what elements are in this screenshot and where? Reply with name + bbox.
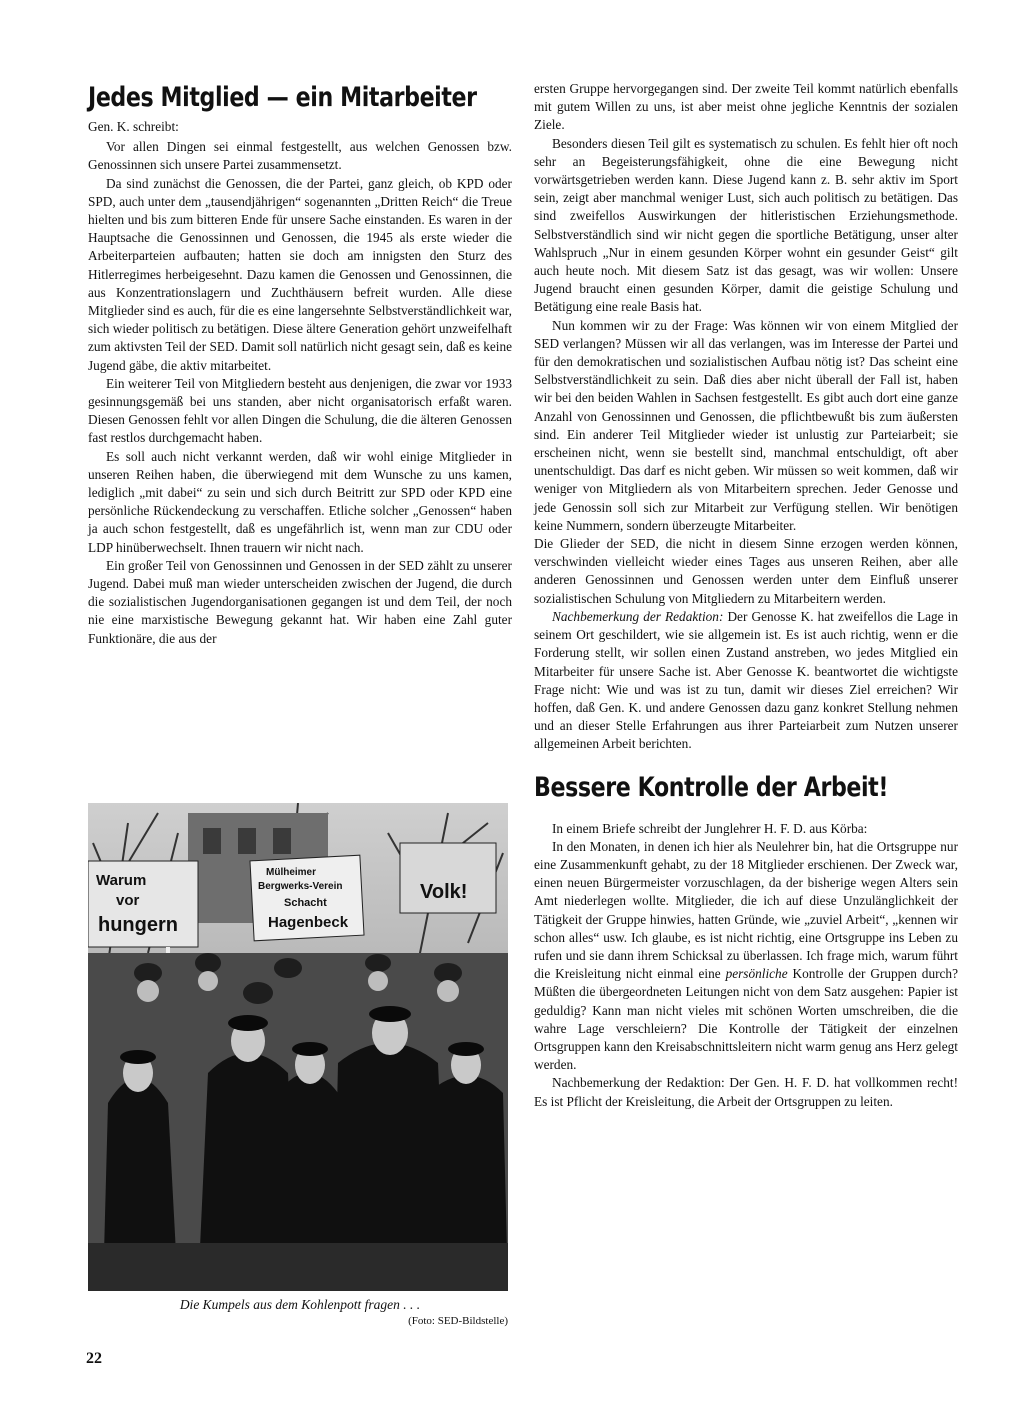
paragraph: In einem Briefe schreibt der Junglehrer H. F. D. aus Körba: (552, 820, 868, 836)
news-photo (88, 803, 508, 1291)
sign-text: Volk! (420, 881, 468, 903)
paragraph: Ein großer Teil von Genossinnen und Genossen in der SED zählt zu unserer Jugend. Dabei muß man wieder unterscheiden zwischen der Jugend, die durch die sozialistischen Jugendorganisationen gegangen ist und dem Teil, der noch nie eine marxistische Bewegung gekannt hat. Wir haben eine Zahl guter Funktionäre, die aus der (88, 557, 512, 646)
sign-text: vor (116, 892, 140, 909)
text-run: In den Monaten, in denen ich hier als Neulehrer bin, hat die Ortsgruppe nur eine Zusammenkunft gehabt, zu der 18 Mitglieder erschienen. Der Zweck war, einen neuen Bürgermeister vorzuschlagen, da der bisherige wegen Alters sein Amt niederlegen wollte. Mitglieder, die ich auf diese Unzulänglichkeit der Tätigkeit der Gruppe hinwies, hatten Gründe, wie „zuviel Arbeit“, „kennen wir schon alles“ usw. Ich glaube, es ist nicht richtig, eine Ortsgruppe ins Leben zu rufen und sie dann ihrem Schicksal zu überlassen. Ich frage mich, warum führt die Kreisleitung nicht einmal eine (534, 838, 958, 982)
photo-illustration (88, 803, 508, 1291)
paragraph: Nun kommen wir zu der Frage: Was können wir von einem Mitglied der SED verlangen? Müssen wir all das verlangen, was im Interesse der Partei und für den demokratischen und sozialistischen Aufbau nötig ist? Das scheint eine Selbstverständlichkeit zu sein. Daß dies aber nicht überall der Fall ist, haben wir bei den beiden Wahlen in Sachsen festgestellt. Es gibt auch dort eine ganze Anzahl von Genossinnen und Genossen, die pflichtbewußt bis zum äußersten sind. Ein anderer Teil Mitglieder wieder ist unlustig zur Parteiarbeit; sie erscheinen nicht, wenn sie bestellt sind, manchmal entschuldigt, oft aber unentschuldigt. Das darf es nicht geben. Wir müssen so weit kommen, daß wir weniger von Mitgliedern als von Mitarbeitern sprechen. Jeder Genosse und jede Genossin soll sich zur Mitarbeit zur Verfügung stellen. Wir benötigen keine Nummern, sondern überzeugte Mitarbeiter. (534, 317, 958, 533)
paragraph: Da sind zunächst die Genossen, die der Partei, ganz gleich, ob KPD oder SPD, auch unter dem „tausendjährigen“ sogenannten „Dritten Reich“ die Treue hielten und bis zum bitteren Ende für unsere Sache einstanden. Es waren in der Hauptsache die Genossinnen und Genossen, die 1945 als erste wieder die Arbeiterparteien aufbauten; hatten sie doch am innigsten den Sturz des Hitlerregimes herbeigesehnt. Dazu kamen die Genossen und Genossinnen, die aus Konzentrationslagern und Zuchthäusern befreit wurden. Alle diese Mitglieder sind es auch, für die es eine langersehnte Selbstverständlichkeit war, sich wieder politisch zu betätigen. Diese ältere Generation gehört unzweifelhaft zum aktivsten Teil der SED. Damit soll natürlich nicht gesagt sein, daß es keine Jugend gäbe, die aktiv mitarbeitet. (88, 175, 512, 373)
emphasis: persönliche (725, 966, 788, 982)
left-column (88, 78, 512, 648)
sign-text: Warum (96, 872, 147, 889)
paragraph: Es soll auch nicht verkannt werden, daß wir wohl einige Mitglieder in unseren Reihen haben, die überwiegend mit dem Wunsche zu uns kamen, lediglich „mit dabei“ zu sein und sich durch Beitritt zur SPD oder KPD eine persönliche Rückendeckung zu verschaffen. Etliche solcher „Genossen“ haben ja auch schon festgestellt, daß es ungefährlich ist, wenn man zur CDU oder LDP hinüberwechselt. Ihnen trauern wir nicht nach. (88, 448, 512, 555)
right-column (534, 80, 958, 1111)
note-text: Der Genosse K. hat zweifellos die Lage in seinem Ort geschildert, wie sie allgemein ist. Es ist auch richtig, wenn er die Forderung stellt, wir sollen einen Zustand anstreben, wo jedes Mitglied ein Mitarbeiter für unsere Sache ist. Aber Genosse K. beantwortet die wichtigste Frage nicht: Wie und was ist zu tun, damit wir dieses Ziel erreichen? Wir hoffen, daß Gen. K. und andere Genossen dazu ganz konkret Stellung nehmen und an dieser Stelle Erfahrungen aus ihrer Parteiarbeit zum Nutzen unserer allgemeinen Arbeit berichten. (534, 608, 958, 752)
article-byline: Gen. K. schreibt: (88, 119, 179, 134)
editorial-note (534, 608, 958, 754)
paragraph: ersten Gruppe hervorgegangen sind. Der zweite Teil kommt natürlich ebenfalls mit gutem Willen zu uns, ist aber meist ohne jegliche Kenntnis der sozialen Ziele. (534, 81, 958, 133)
paragraph: Besonders diesen Teil gilt es systematisch zu schulen. Es fehlt hier oft noch sehr an Begeisterungsfähigkeit, ohne die eine Bewegung nicht vorwärtsgetrieben werden kann. Diese Jugend kann z. B. sehr aktiv im Sport sein, zeigt aber manchmal weniger Lust, sich auch politisch zu betätigen. Das sind zweifellos Auswirkungen der hitleristischen Erziehungsmethode. Selbstverständlich sind wir nicht gegen die sportliche Betätigung, unser alter Wahlspruch „Nur in einem gesunden Körper wohnt ein gesunder Geist“ gilt auch heute noch. Mit diesem Satz ist das gesagt, was wir wollen: Unsere Jugend braucht einen gesunden Körper, damit die geistige Schulung und Betätigung eine reale Basis hat. (534, 135, 958, 315)
article-title: Bessere Kontrolle der Arbeit! (534, 771, 889, 803)
paragraph (534, 838, 958, 1075)
sign-text: Hagenbeck (268, 914, 349, 931)
photo-credit: (Foto: SED-Bildstelle) (408, 1315, 508, 1327)
note-label: Nachbemerkung der Redaktion: (552, 608, 724, 624)
paragraph: Die Glieder der SED, die nicht in diesem Sinne erzogen werden können, verschwinden vielleicht wieder eines Tages aus unseren Reihen, aber alle anderen Genossinnen und Genossen werden unter dem Einfluß unserer sozialistischen Schulung von Mitgliedern zu Mitarbeitern werden. (534, 536, 958, 606)
photo-caption: Die Kumpels aus dem Kohlenpott fragen . . . (179, 1297, 421, 1312)
article-title: Jedes Mitglied — ein Mitarbeiter (88, 82, 477, 113)
sign-text: Schacht (284, 897, 327, 909)
page-number: 22 (86, 1350, 102, 1367)
sign-text: Bergwerks-Verein (258, 881, 343, 892)
paragraph: Vor allen Dingen sei einmal festgestellt, aus welchen Genossen bzw. Genossinnen sich unsere Partei zusammensetzt. (88, 139, 512, 173)
paragraph: Ein weiterer Teil von Mitgliedern besteht aus denjenigen, die zwar vor 1933 gesinnungsgemäß bei uns standen, aber nicht organisatorisch erfaßt waren. Diesen Genossen fehlt vor allen Dingen die Schulung, die die älteren Genossen fast restlos durchgemacht haben. (88, 375, 512, 446)
sign-text: hungern (98, 914, 178, 936)
text-run: Kontrolle der Gruppen durch? Müßten die übergeordneten Leitungen nicht von dem Satz ausgehen: Papier ist geduldig? Kann man nicht vieles mit schönen Worten umschreiben, die die wahre Lage verschleiern? Die Kontrolle der Tätigkeit der einzelnen Ortsgruppen kann den Kreisabschnittsleitern nicht warm genug ans Herz gelegt werden. (534, 966, 958, 1073)
sign-text: Mülheimer (266, 867, 317, 878)
editorial-note: Nachbemerkung der Redaktion: Der Gen. H. F. D. hat vollkommen recht! Es ist Pflicht der Kreisleitung, die Arbeit der Ortsgruppen zu leiten. (534, 1075, 958, 1109)
